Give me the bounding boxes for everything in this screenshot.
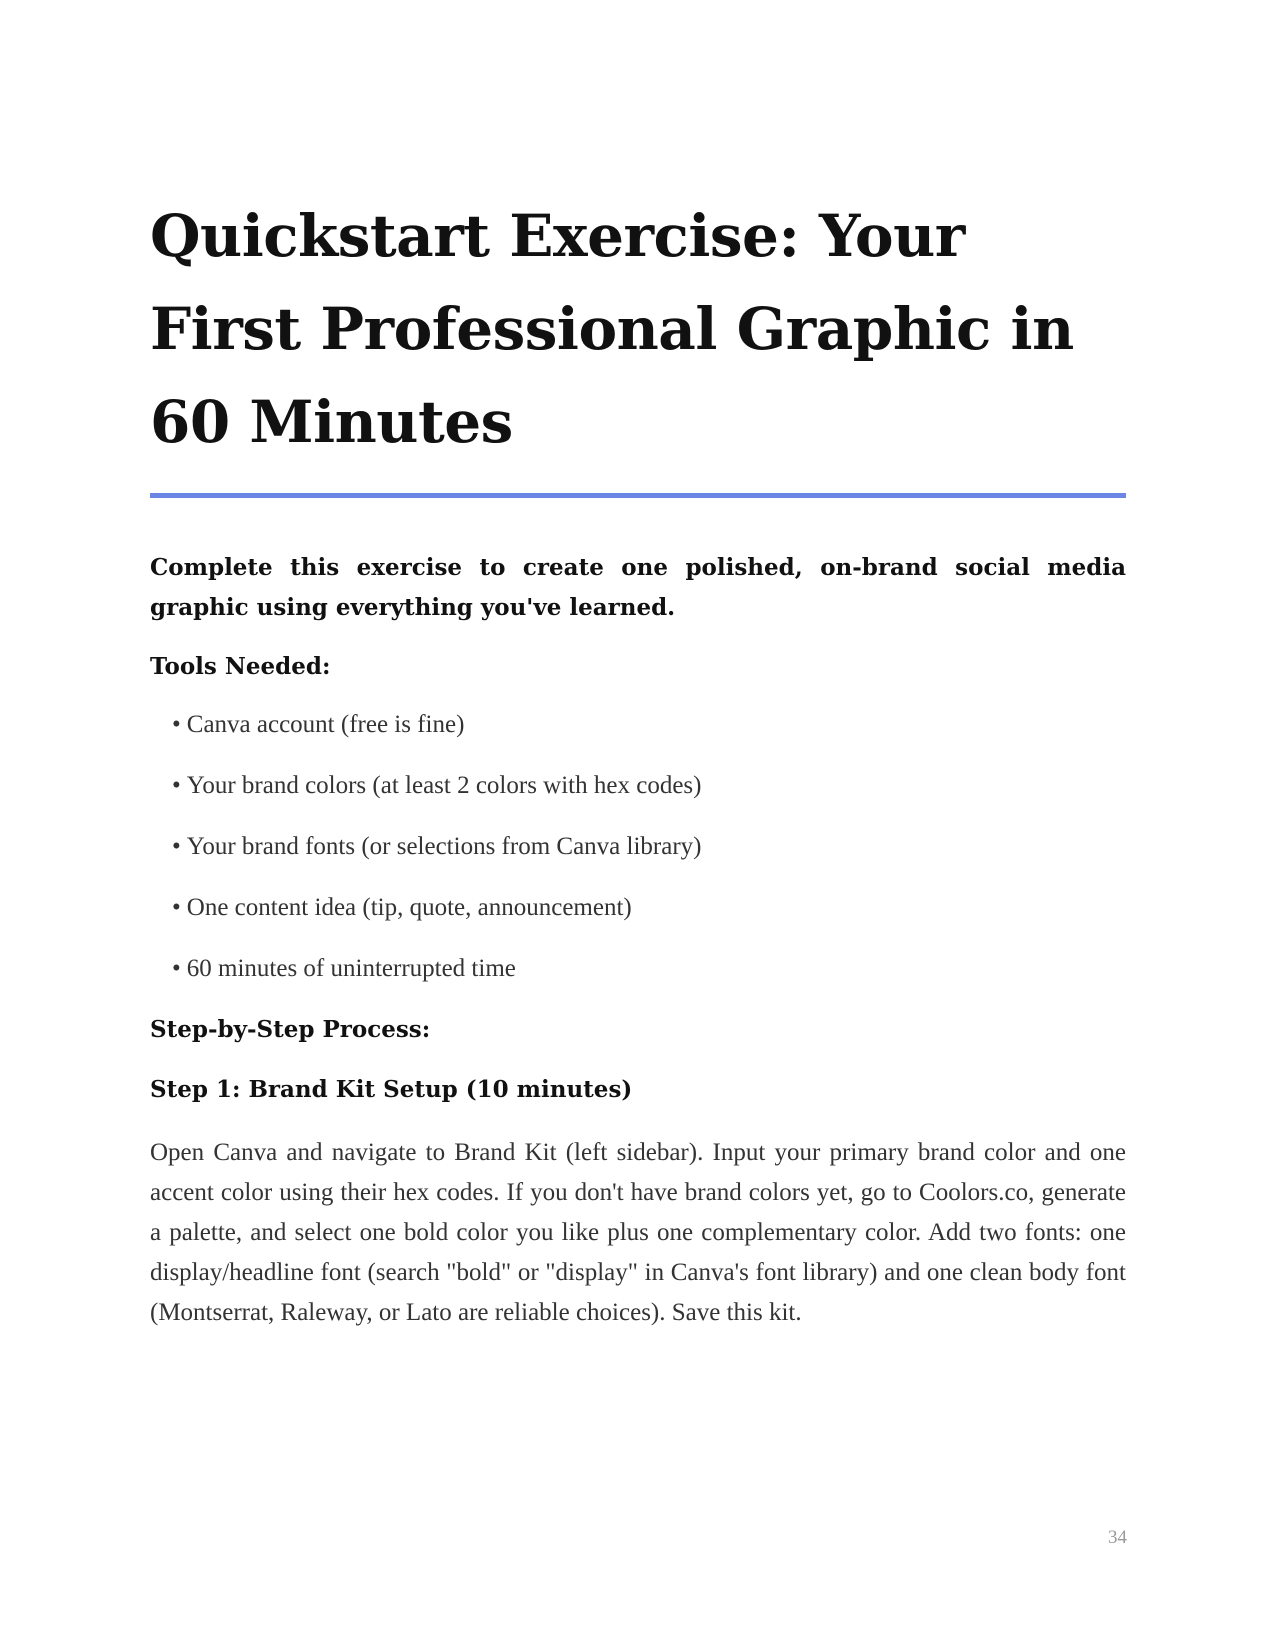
title-divider bbox=[150, 493, 1126, 498]
tools-list-item bbox=[172, 891, 1126, 925]
tools-list bbox=[150, 708, 1126, 986]
step1-heading: Step 1: Brand Kit Setup (10 minutes) bbox=[150, 1076, 633, 1103]
tools-list-item bbox=[172, 952, 1126, 986]
bullet-icon: • bbox=[172, 955, 181, 982]
tools-heading: Tools Needed: bbox=[150, 653, 331, 680]
tools-list-item bbox=[172, 830, 1126, 864]
step1-body: Open Canva and navigate to Brand Kit (left sidebar). Input your primary brand color and one accent color using their hex codes. If you don't have brand colors yet, go to Coolors.co, generate a palette, and select one bold color you like plus one complementary color. Add two fonts: one display/headline font (search "bold" or "display" in Canva's font library) and one clean body font (Montserrat, Raleway, or Lato are reliable choices). Save this kit. bbox=[150, 1139, 1126, 1326]
process-heading: Step-by-Step Process: bbox=[150, 1016, 431, 1043]
tools-list-item-text: Your brand fonts (or selections from Canva library) bbox=[186, 833, 702, 860]
tools-list-item bbox=[172, 769, 1126, 803]
page-title: Quickstart Exercise: Your First Professional Graphic in 60 Minutes bbox=[150, 202, 1074, 456]
bullet-icon: • bbox=[172, 772, 181, 799]
bullet-icon: • bbox=[172, 833, 181, 860]
intro-paragraph: Complete this exercise to create one polished, on-brand social media graphic using everything you've learned. bbox=[150, 554, 1126, 621]
bullet-icon: • bbox=[172, 711, 181, 738]
tools-list-item-text: Canva account (free is fine) bbox=[186, 711, 465, 738]
page-content bbox=[150, 190, 1126, 1333]
bullet-icon: • bbox=[172, 894, 181, 921]
tools-list-item-text: One content idea (tip, quote, announcement) bbox=[186, 894, 632, 921]
tools-list-item-text: Your brand colors (at least 2 colors with hex codes) bbox=[186, 772, 702, 799]
tools-list-item-text: 60 minutes of uninterrupted time bbox=[186, 955, 516, 982]
tools-list-item bbox=[172, 708, 1126, 742]
page-number: 34 bbox=[1108, 1527, 1127, 1548]
